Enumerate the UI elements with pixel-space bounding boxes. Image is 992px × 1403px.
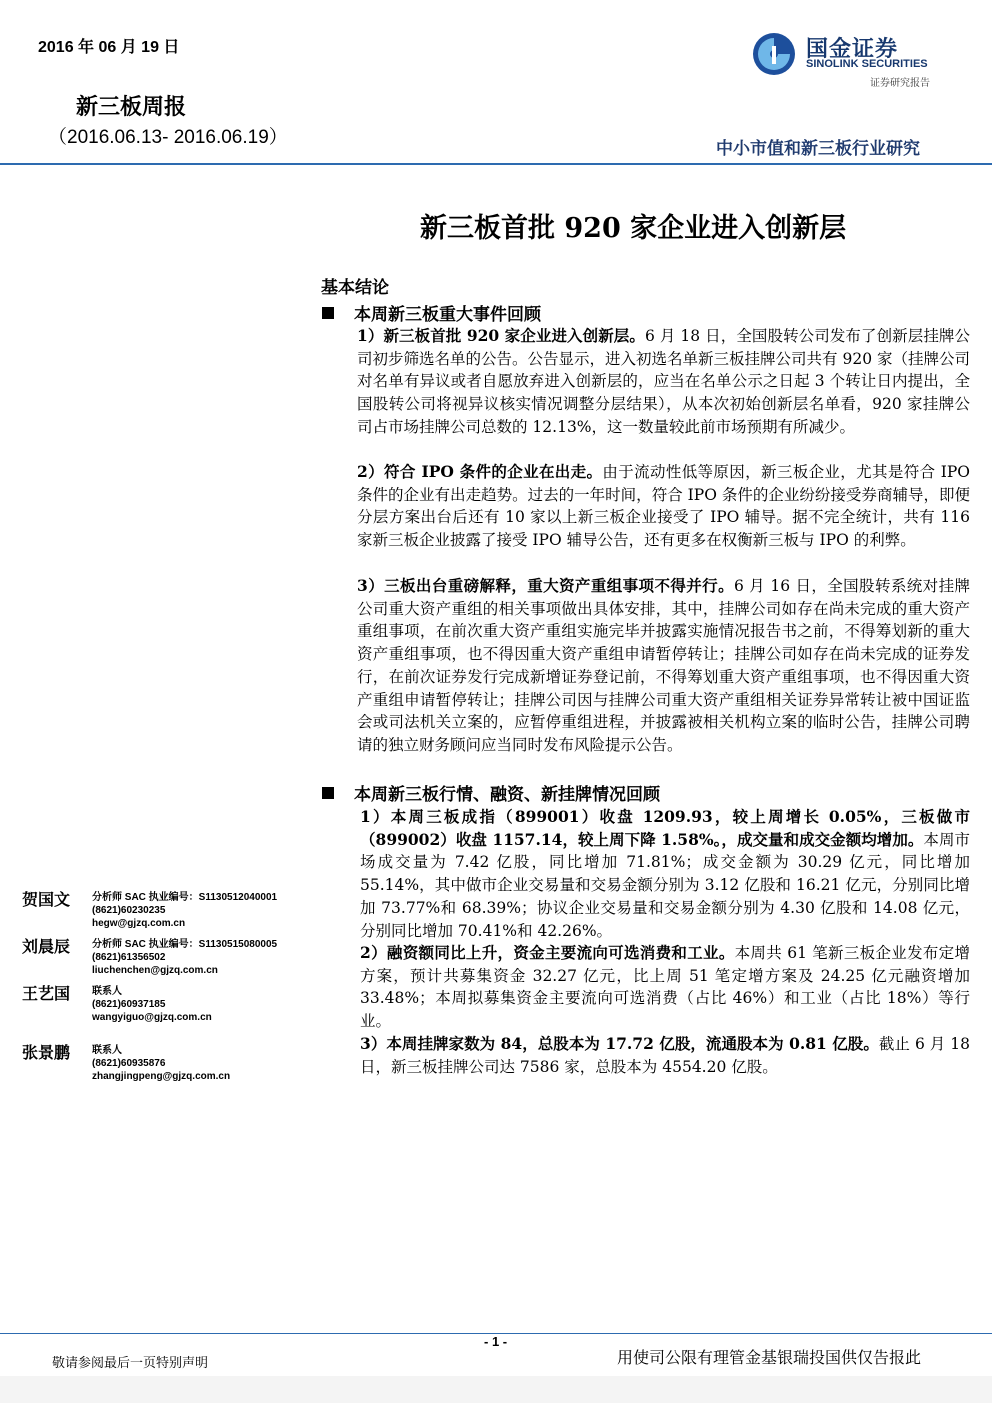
paragraph-lead: 1）本周三板成指（899001）收盘 1209.93，较上周增长 0.05%，三板做市（899002）收盘 1157.14，较上周下降 1.58%。，成交量和成交金额均增加。 (360, 807, 970, 849)
analyst-contact (92, 1044, 230, 1083)
report-title: 新三板首批 920 家企业进入创新层 (420, 213, 847, 244)
research-sector: 中小市值和新三板行业研究 (716, 139, 920, 159)
company-logo (752, 30, 952, 90)
paragraph-lead: 3）三板出台重磅解释，重大资产重组事项不得并行。 (357, 576, 734, 595)
bullet-square-icon (322, 787, 334, 799)
logo-mark-icon (752, 32, 796, 76)
report-type: 新三板周报 (76, 94, 187, 120)
analyst-credential: 分析师 SAC 执业编号：S1130515080005 (92, 939, 278, 950)
analyst-phone: (8621)61356502 (92, 952, 166, 963)
analyst-contact (92, 938, 277, 977)
analyst-email[interactable]: hegw@gjzq.com.cn (92, 918, 186, 929)
analyst-contact (92, 891, 277, 930)
analyst-phone: (8621)60230235 (92, 905, 166, 916)
logo-text-en: SINOLINK SECURITIES (806, 58, 928, 70)
paragraph-financing (360, 942, 970, 1033)
analyst-role: 联系人 (92, 1045, 122, 1056)
footer-disclaimer: 敬请参阅最后一页特别声明 (52, 1356, 209, 1371)
header-divider (0, 163, 992, 165)
bullet-square-icon (322, 307, 334, 319)
paragraph-text: 本周共 61 笔新三板企业发布定增方案，预计共募集资金 32.27 亿元，比上周 51 笔定增方案及 24.25 亿元融资增加 33.48%；本周拟募集资金主要流向可选消费（占比 46%）和工业（占比 18%）等行业。 (360, 944, 970, 1031)
paragraph-new-listings (360, 1033, 970, 1078)
analyst-name: 王艺国 (22, 984, 71, 1003)
paragraph-text: 6 月 16 日，全国股转系统对挂牌公司重大资产重组的相关事项做出具体安排，其中，挂牌公司如存在尚未完成的重大资产重组事项，在前次重大资产重组实施完毕并披露实施情况报告书之前，不得筹划新的重大资产重组事项，也不得因重大资产重组申请暂停转让；挂牌公司如存在尚未完成的证券发行，在前次证券发行完成新增证券登记前，不得筹划重大资产重组事项，也不得因重大资产重组申请暂停转让；挂牌公司因与挂牌公司重大资产重组相关证券异常转让被中国证监会或司法机关立案的，应暂停重组进程，并披露被相关机构立案的临时公告，挂牌公司聘请的独立财务顾问应当同时发布风险提示公告。 (357, 577, 970, 754)
paragraph-text: 截止 6 月 18 日，新三板挂牌公司达 7586 家，总股本为 4554.20 亿股。 (360, 1035, 971, 1076)
logo-subtitle: 证券研究报告 (870, 78, 930, 89)
paragraph-lead: 2）符合 IPO 条件的企业在出走。 (357, 462, 603, 481)
analyst-credential: 分析师 SAC 执业编号：S1130512040001 (92, 892, 278, 903)
paragraph-lead: 2）融资额同比上升，资金主要流向可选消费和工业。 (360, 943, 735, 962)
section-heading: 基本结论 (321, 278, 389, 298)
bullet-heading-events (322, 300, 541, 325)
paragraph-text: 由于流动性低等原因，新三板企业，尤其是符合 IPO 条件的企业有出走趋势。过去的一年时间，符合 IPO 条件的企业纷纷接受券商辅导，即便分层方案出台后还有 10 家以上新三板企业接受了 IPO 辅导。据不完全统计，共有 116 家新三板企业披露了接受 IPO 辅导公告，还有更多在权衡新三板与 IPO 的利弊。 (357, 463, 970, 550)
report-date: 2016 年 06 月 19 日 (38, 39, 180, 56)
footer-watermark-text: 用使司公限有理管金基银瑞投国供仅告报此 (617, 1348, 922, 1367)
paragraph-index-performance (360, 806, 970, 942)
paragraph-text: 6 月 18 日，全国股转公司发布了创新层挂牌公司初步筛选名单的公告。公告显示，进入初选名单新三板挂牌公司共有 920 家（挂牌公司对名单有异议或者自愿放弃进入创新层的，应当在名单公示之日起 3 个转让日内提出，全国股转公司将视异议核实情况调整分层结果），从本次初始创新层名单看，920 家挂牌公司占市场挂牌公司总数的 12.13%，这一数量较此前市场预期有所减少。 (357, 327, 970, 436)
bullet-heading-market (322, 780, 660, 805)
analyst-phone: (8621)60937185 (92, 999, 166, 1010)
bullet-heading-text: 本周新三板行情、融资、新挂牌情况回顾 (354, 785, 660, 805)
analyst-email[interactable]: wangyiguo@gjzq.com.cn (92, 1012, 212, 1023)
bullet-heading-text: 本周新三板重大事件回顾 (354, 305, 541, 325)
paragraph-ipo-exodus (357, 461, 970, 552)
analyst-email[interactable]: liuchenchen@gjzq.com.cn (92, 965, 218, 976)
paragraph-innovation-layer (357, 325, 970, 439)
page-number: - 1 - (484, 1334, 508, 1349)
analyst-name: 刘晨辰 (22, 937, 71, 956)
paragraph-lead: 3）本周挂牌家数为 84，总股本为 17.72 亿股，流通股本为 0.81 亿股。 (360, 1034, 879, 1053)
paragraph-text: 本周市场成交量为 7.42 亿股，同比增加 71.81%；成交金额为 30.29 亿元，同比增加 55.14%，其中做市企业交易量和交易金额分别为 3.12 亿股和 16.21 亿元，分别同比增加 73.77%和 68.39%；协议企业交易量和交易金额分别为 4.30 亿股和 14.08 亿元，分别同比增加 70.41%和 42.26%。 (360, 830, 970, 940)
footer-band (0, 1376, 992, 1403)
analyst-role: 联系人 (92, 986, 122, 997)
analyst-name: 贺国文 (22, 890, 71, 909)
analyst-name: 张景鹏 (22, 1043, 71, 1062)
analyst-contact (92, 985, 212, 1024)
report-period: （2016.06.13- 2016.06.19） (48, 127, 288, 148)
paragraph-restructuring-rules (357, 575, 970, 757)
logo-text-cn: 国金证券 (806, 37, 899, 62)
analyst-email[interactable]: zhangjingpeng@gjzq.com.cn (92, 1071, 231, 1082)
analyst-phone: (8621)60935876 (92, 1058, 166, 1069)
paragraph-lead: 1）新三板首批 920 家企业进入创新层。 (357, 326, 645, 345)
